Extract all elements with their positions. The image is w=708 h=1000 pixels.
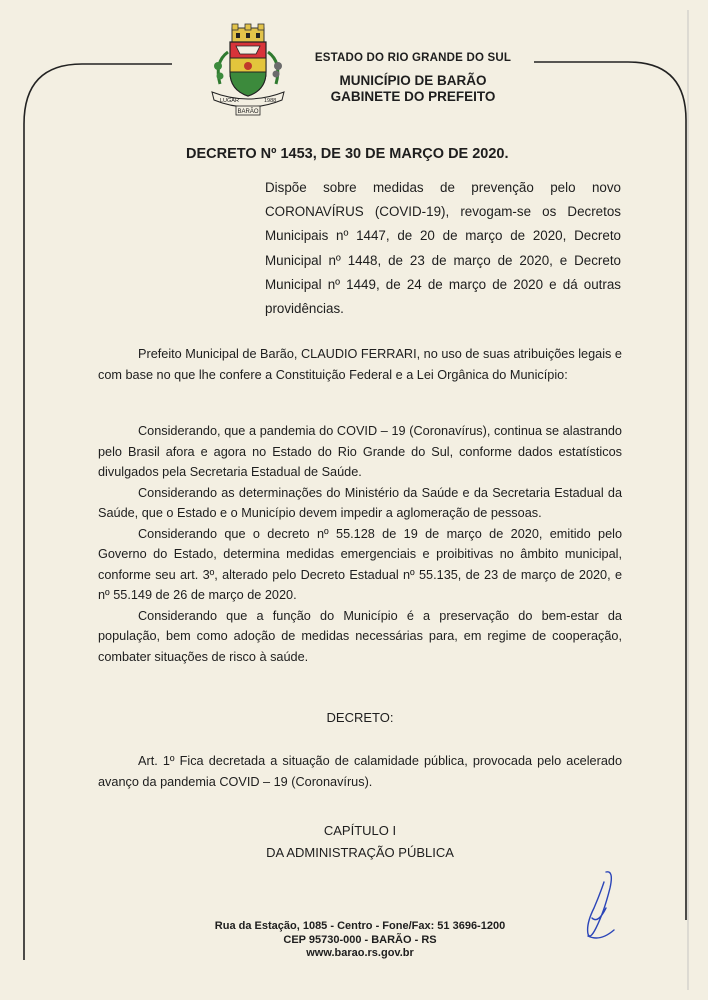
considerando-2: Considerando as determinações do Ministério da Saúde e da Secretaria Estadual da Saúde, que o Estado e o Município devem impedir a aglomeração de pessoas. bbox=[98, 485, 622, 520]
considerando-3: Considerando que o decreto nº 55.128 de 19 de março de 2020, emitido pelo Governo do Estado, determina medidas emergenciais e proibitivas no âmbito municipal, conforme seu art. 3º, alterado pelo Decreto Estadual nº 55.135, de 23 de março de 2020, e nº 55.149 de 26 de março de 2020. bbox=[98, 526, 622, 602]
considerando-1: Considerando, que a pandemia do COVID – 19 (Coronavírus), continua se alastrando pelo Brasil afora e agora no Estado do Rio Grande do Sul, conforme dados estatísticos divulgados pela Secretaria Estadual de Saúde. bbox=[98, 424, 622, 479]
preamble bbox=[98, 344, 622, 385]
footer-address: Rua da Estação, 1085 - Centro - Fone/Fax: 51 3696-1200 bbox=[214, 920, 506, 932]
handwritten-signature bbox=[576, 868, 626, 944]
preamble-text: Prefeito Municipal de Barão, CLAUDIO FERRARI, no uso de suas atribuições legais e com base no que lhe confere a Constituição Federal e a Lei Orgânica do Município: bbox=[98, 347, 622, 382]
chapter-title: DA ADMINISTRAÇÃO PÚBLICA bbox=[266, 845, 454, 860]
decreto-label: DECRETO: bbox=[326, 710, 394, 725]
municipality-name: MUNICÍPIO DE BARÃO bbox=[339, 73, 487, 88]
municipal-crest bbox=[206, 22, 290, 116]
crest-ribbon-right: 1988 bbox=[264, 98, 277, 104]
decree-ementa bbox=[265, 176, 621, 321]
considerando-4: Considerando que a função do Município é a preservação do bem-estar da população, bem como adoção de medidas necessárias para, em regime de cooperação, combater situações de risco à saúde. bbox=[98, 608, 622, 664]
footer-cep: CEP 95730-000 - BARÃO - RS bbox=[283, 933, 437, 946]
article-1-text: Art. 1º Fica decretada a situação de calamidade pública, provocada pelo acelerado avanço da pandemia COVID – 19 (Coronavírus). bbox=[98, 754, 622, 789]
crest-ribbon-left: LUGAR bbox=[220, 98, 239, 104]
letterhead bbox=[300, 52, 526, 105]
decree-title: DECRETO Nº 1453, DE 30 DE MARÇO DE 2020. bbox=[186, 146, 509, 162]
chapter-number: CAPÍTULO I bbox=[323, 823, 397, 838]
ementa-text: Dispõe sobre medidas de prevenção pelo novo CORONAVÍRUS (COVID-19), revogam-se os Decretos Municipais nº 1447, de 20 de março de 2020, Decreto Municipal nº 1448, de 23 de março de 2020, e Decreto Municipal nº 1449, de 24 de março de 2020 e dá outras providências. bbox=[265, 180, 621, 317]
article-1 bbox=[98, 751, 622, 792]
state-name: ESTADO DO RIO GRANDE DO SUL bbox=[314, 52, 512, 64]
letterhead-footer bbox=[160, 920, 560, 961]
footer-website: www.barao.rs.gov.br bbox=[306, 947, 414, 959]
cabinet-name: GABINETE DO PREFEITO bbox=[330, 89, 496, 104]
crest-scroll-label: BARÃO bbox=[237, 109, 259, 115]
considerandos bbox=[98, 421, 622, 667]
